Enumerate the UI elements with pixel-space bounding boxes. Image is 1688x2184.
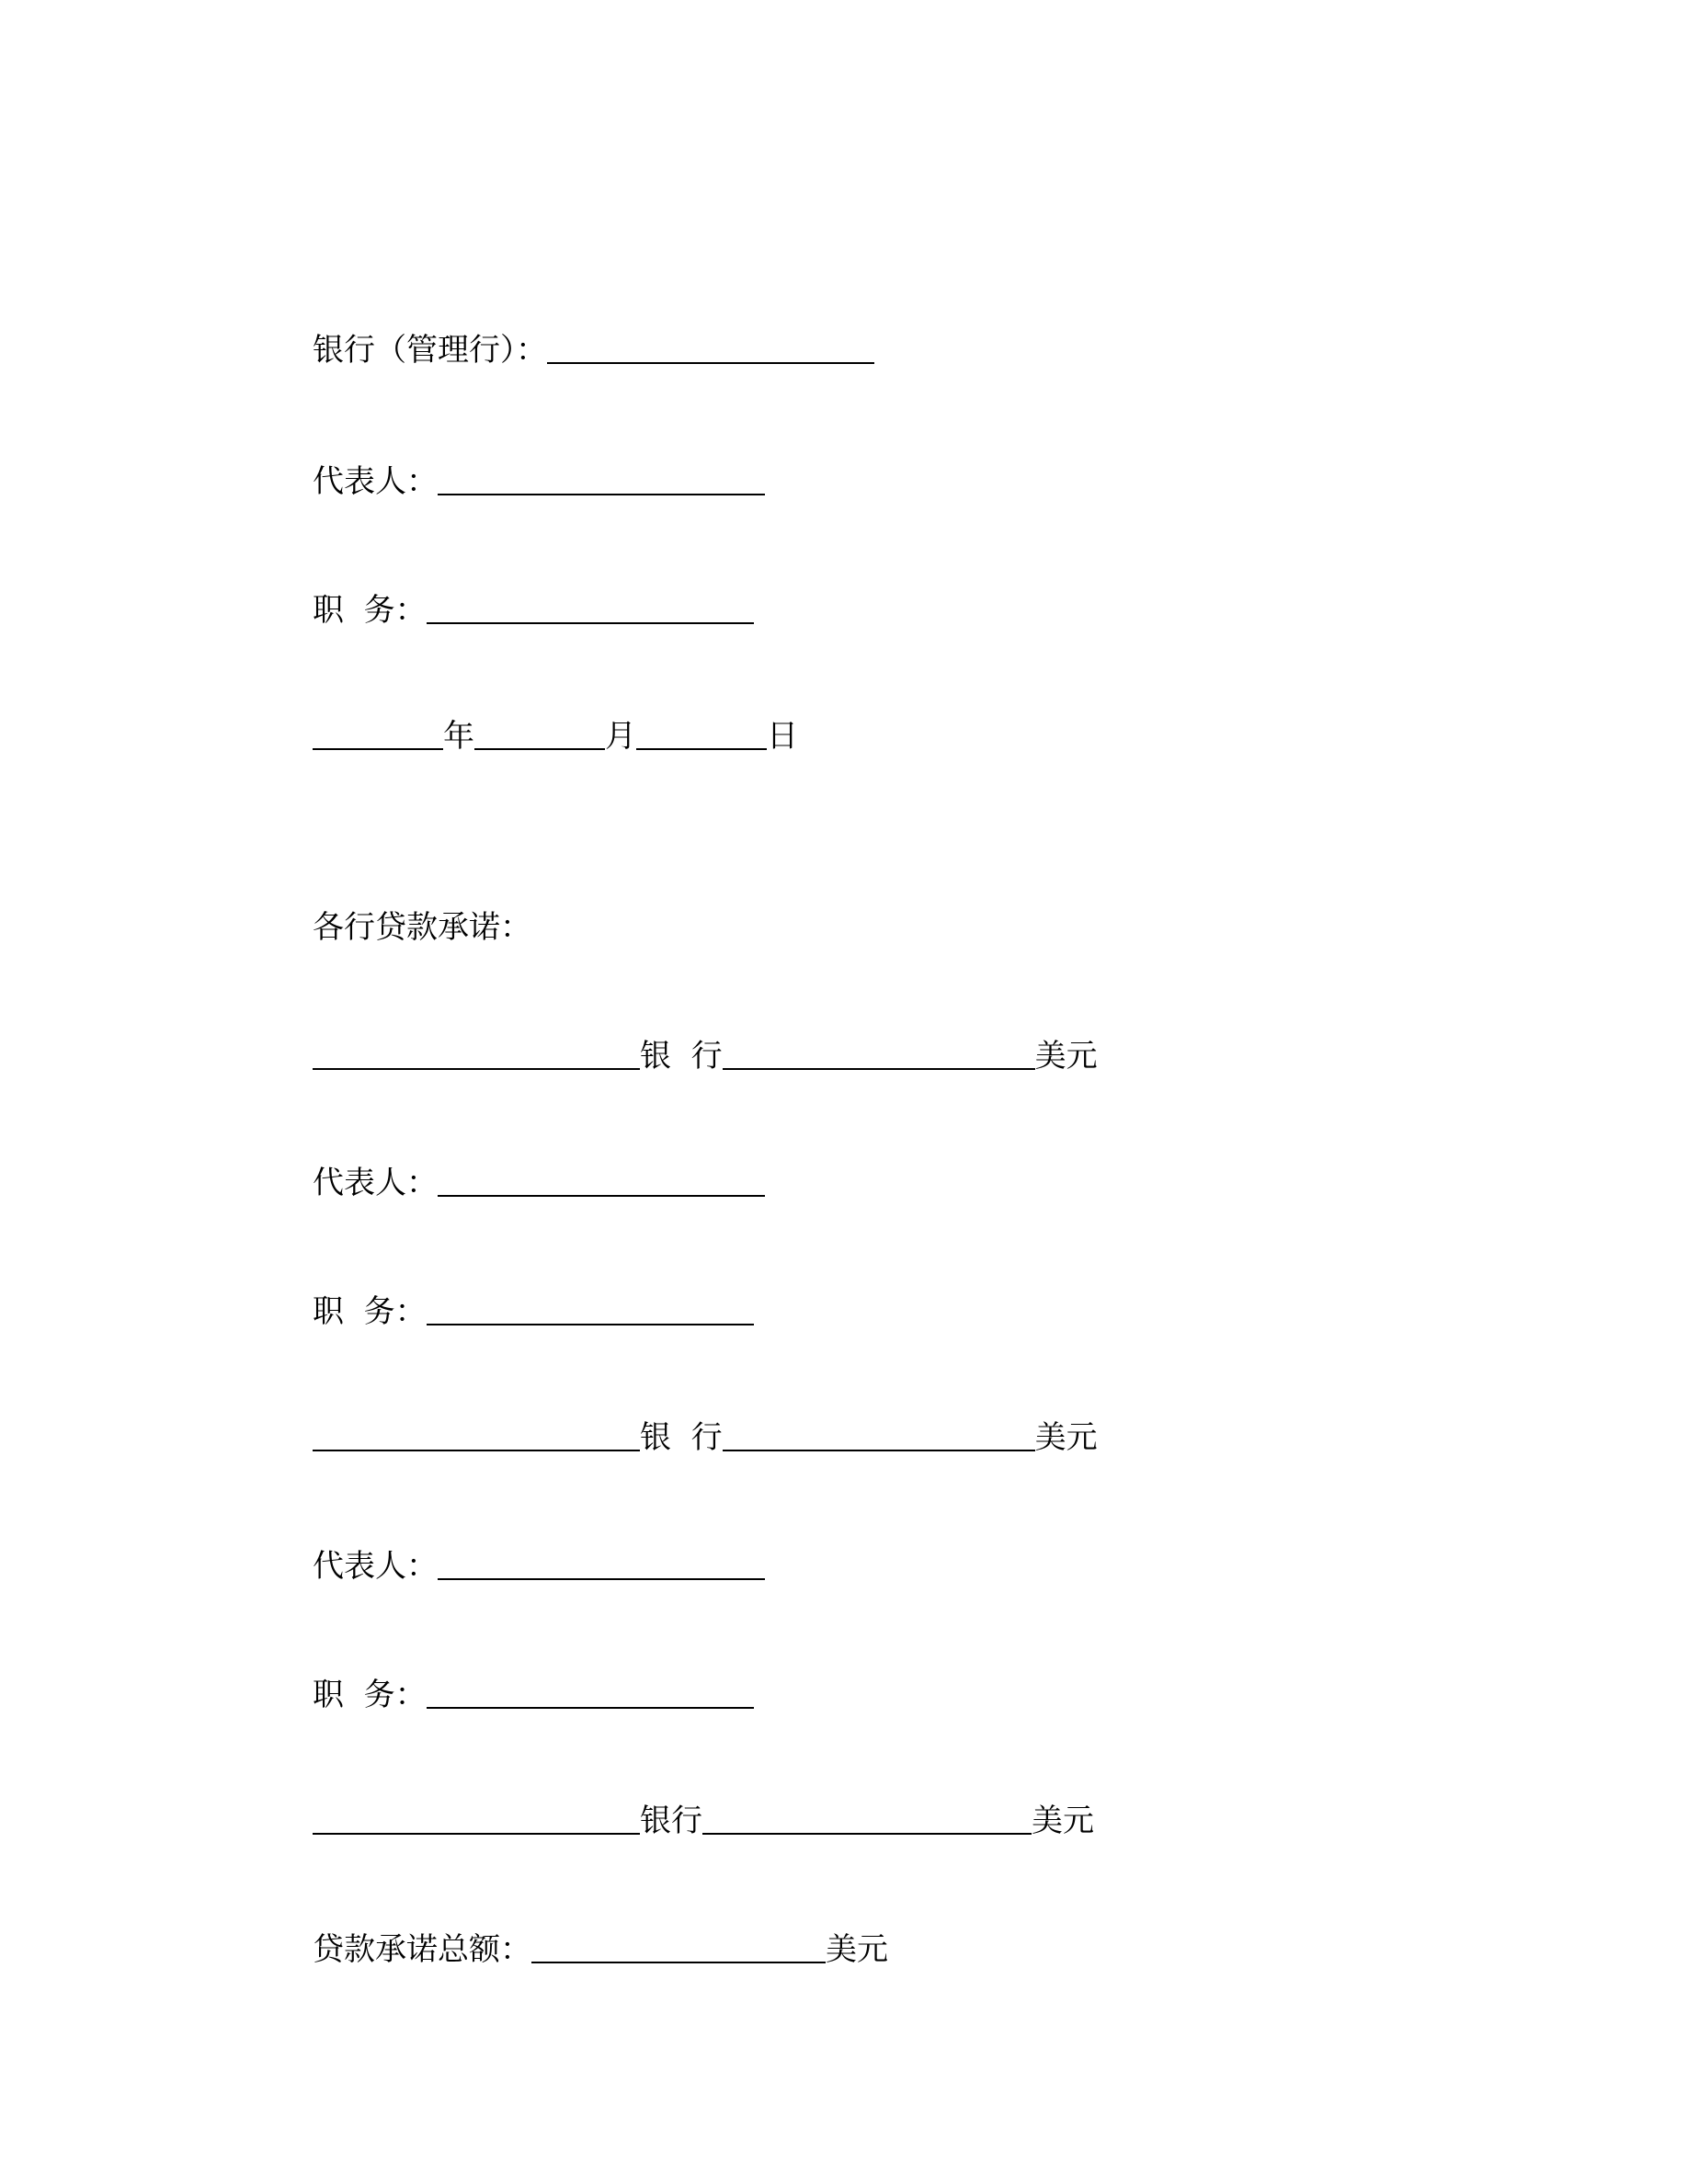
commitment-representative-field[interactable] (438, 1578, 765, 1580)
commitment-bank-name-field[interactable] (313, 1450, 640, 1451)
commitment-currency: 美元 (1034, 1419, 1098, 1456)
year-field[interactable] (313, 748, 443, 750)
lead-bank-row (313, 324, 874, 369)
commitment-bank-row-2 (313, 1411, 1098, 1456)
commitment-position-label: 职 务： (313, 1677, 427, 1713)
commitment-representative-field[interactable] (438, 1195, 765, 1197)
commitment-bank-label: 银行 (640, 1803, 702, 1839)
commitment-currency: 美元 (1034, 1038, 1098, 1075)
commitment-amount-field[interactable] (702, 1833, 1032, 1835)
total-row (313, 1923, 888, 1968)
commitment-amount-field[interactable] (723, 1450, 1035, 1451)
commitment-bank-row-1 (313, 1029, 1098, 1075)
total-currency: 美元 (826, 1931, 888, 1968)
commitment-position-row-1 (313, 1285, 754, 1330)
commitment-representative-row-1 (313, 1156, 765, 1199)
month-field[interactable] (474, 748, 605, 750)
lead-representative-row (313, 455, 765, 500)
day-field[interactable] (636, 748, 767, 750)
lead-position-row (313, 584, 754, 629)
commitment-representative-row-2 (313, 1540, 765, 1585)
total-label: 贷款承诺总额： (313, 1931, 531, 1968)
date-row (313, 710, 798, 755)
commitment-bank-name-field[interactable] (313, 1833, 640, 1835)
lead-position-label: 职 务： (313, 592, 427, 629)
commitments-heading: 各行贷款承诺： (313, 909, 531, 946)
commitment-currency: 美元 (1032, 1803, 1094, 1839)
commitments-heading-row (313, 901, 531, 946)
day-label: 日 (767, 718, 798, 755)
commitment-representative-label: 代表人： (313, 1548, 438, 1585)
commitment-amount-field[interactable] (723, 1068, 1035, 1070)
commitment-bank-name-field[interactable] (313, 1068, 640, 1070)
month-label: 月 (605, 718, 636, 755)
lead-representative-label: 代表人： (313, 463, 438, 500)
commitment-position-label: 职 务： (313, 1293, 427, 1330)
lead-bank-label: 银行（管理行）： (313, 332, 547, 369)
commitment-position-field[interactable] (427, 1324, 754, 1325)
commitment-position-field[interactable] (427, 1707, 754, 1709)
commitment-position-row-2 (313, 1668, 754, 1711)
lead-position-field[interactable] (427, 622, 754, 624)
commitment-bank-label: 银 行 (640, 1038, 723, 1075)
lead-bank-field[interactable] (547, 362, 874, 364)
year-label: 年 (443, 718, 474, 755)
commitment-representative-label: 代表人： (313, 1165, 438, 1201)
lead-representative-field[interactable] (438, 494, 765, 495)
total-amount-field[interactable] (531, 1962, 826, 1963)
commitment-bank-row-3 (313, 1794, 1094, 1837)
commitment-bank-label: 银 行 (640, 1419, 723, 1456)
